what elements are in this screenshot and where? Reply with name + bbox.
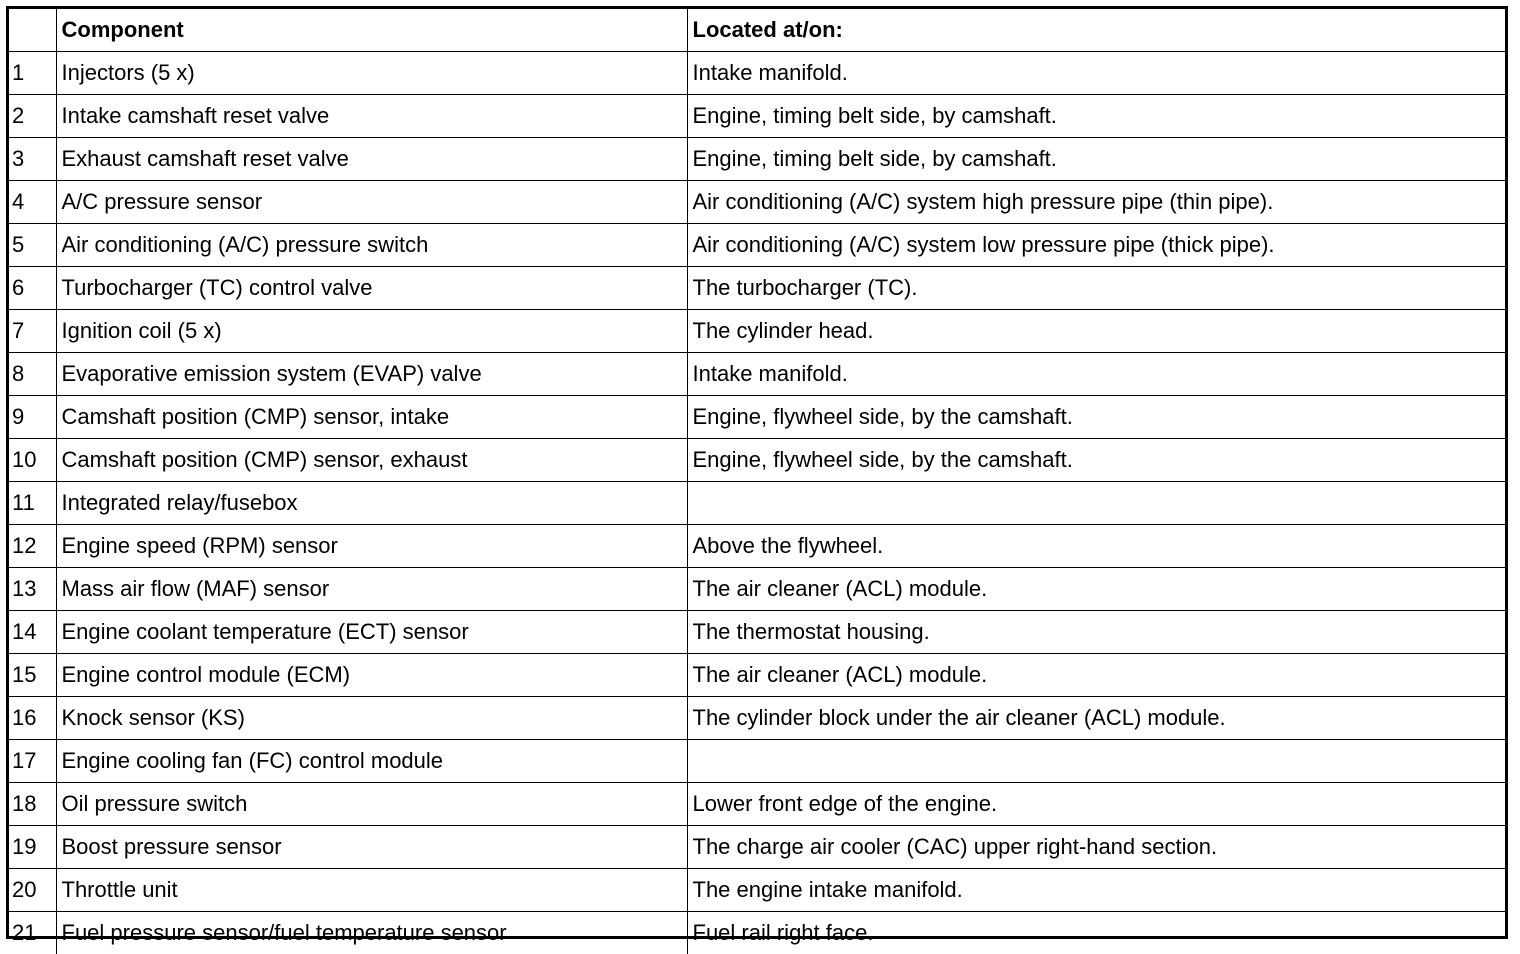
row-number: 9 — [9, 396, 56, 439]
row-component: Injectors (5 x) — [56, 52, 687, 95]
row-location: The engine intake manifold. — [687, 869, 1505, 912]
table-row — [9, 396, 1505, 439]
table-row — [9, 138, 1505, 181]
row-location: The cylinder head. — [687, 310, 1505, 353]
row-number: 3 — [9, 138, 56, 181]
row-location: Intake manifold. — [687, 353, 1505, 396]
row-component: Intake camshaft reset valve — [56, 95, 687, 138]
row-number: 17 — [9, 740, 56, 783]
header-component: Component — [56, 9, 687, 52]
row-number: 16 — [9, 697, 56, 740]
row-location: Air conditioning (A/C) system high pressure pipe (thin pipe). — [687, 181, 1505, 224]
table-row — [9, 224, 1505, 267]
row-location: Engine, flywheel side, by the camshaft. — [687, 439, 1505, 482]
table-row — [9, 826, 1505, 869]
table-row — [9, 439, 1505, 482]
row-location: Lower front edge of the engine. — [687, 783, 1505, 826]
header-number — [9, 9, 56, 52]
row-number: 8 — [9, 353, 56, 396]
row-number: 1 — [9, 52, 56, 95]
table-row — [9, 869, 1505, 912]
component-location-table-frame — [6, 6, 1508, 939]
row-component: Engine cooling fan (FC) control module — [56, 740, 687, 783]
row-location: Engine, flywheel side, by the camshaft. — [687, 396, 1505, 439]
row-component: Boost pressure sensor — [56, 826, 687, 869]
row-component: Fuel pressure sensor/fuel temperature sensor — [56, 912, 687, 954]
row-number: 4 — [9, 181, 56, 224]
row-location: Fuel rail right face. — [687, 912, 1505, 954]
row-number: 10 — [9, 439, 56, 482]
row-component: Integrated relay/fusebox — [56, 482, 687, 525]
row-location: Intake manifold. — [687, 52, 1505, 95]
row-number: 15 — [9, 654, 56, 697]
row-location: Air conditioning (A/C) system low pressure pipe (thick pipe). — [687, 224, 1505, 267]
row-number: 11 — [9, 482, 56, 525]
row-location — [687, 740, 1505, 783]
header-location: Located at/on: — [687, 9, 1505, 52]
row-location: The air cleaner (ACL) module. — [687, 654, 1505, 697]
row-component: Ignition coil (5 x) — [56, 310, 687, 353]
row-component: Turbocharger (TC) control valve — [56, 267, 687, 310]
table-row — [9, 525, 1505, 568]
row-location: Engine, timing belt side, by camshaft. — [687, 138, 1505, 181]
row-location: The air cleaner (ACL) module. — [687, 568, 1505, 611]
row-number: 14 — [9, 611, 56, 654]
row-location: The cylinder block under the air cleaner (ACL) module. — [687, 697, 1505, 740]
row-component: Camshaft position (CMP) sensor, exhaust — [56, 439, 687, 482]
table-row — [9, 353, 1505, 396]
row-component: Throttle unit — [56, 869, 687, 912]
row-component: Evaporative emission system (EVAP) valve — [56, 353, 687, 396]
table-row — [9, 310, 1505, 353]
row-number: 20 — [9, 869, 56, 912]
row-location: Above the flywheel. — [687, 525, 1505, 568]
component-location-table — [9, 9, 1505, 954]
row-number: 13 — [9, 568, 56, 611]
table-row — [9, 482, 1505, 525]
table-row — [9, 52, 1505, 95]
row-location: The turbocharger (TC). — [687, 267, 1505, 310]
row-component: Engine speed (RPM) sensor — [56, 525, 687, 568]
table-row — [9, 697, 1505, 740]
table-row — [9, 740, 1505, 783]
table-row — [9, 654, 1505, 697]
row-component: Engine control module (ECM) — [56, 654, 687, 697]
row-component: Exhaust camshaft reset valve — [56, 138, 687, 181]
table-row — [9, 95, 1505, 138]
row-number: 19 — [9, 826, 56, 869]
row-component: Air conditioning (A/C) pressure switch — [56, 224, 687, 267]
row-location — [687, 482, 1505, 525]
row-number: 6 — [9, 267, 56, 310]
table-row — [9, 568, 1505, 611]
row-component: Engine coolant temperature (ECT) sensor — [56, 611, 687, 654]
row-location: The charge air cooler (CAC) upper right-hand section. — [687, 826, 1505, 869]
row-location: Engine, timing belt side, by camshaft. — [687, 95, 1505, 138]
table-row — [9, 783, 1505, 826]
table-row — [9, 181, 1505, 224]
table-row — [9, 267, 1505, 310]
row-component: Camshaft position (CMP) sensor, intake — [56, 396, 687, 439]
row-component: A/C pressure sensor — [56, 181, 687, 224]
table-row — [9, 611, 1505, 654]
table-body — [9, 52, 1505, 954]
table-header-row — [9, 9, 1505, 52]
row-number: 5 — [9, 224, 56, 267]
table-row — [9, 912, 1505, 954]
row-component: Knock sensor (KS) — [56, 697, 687, 740]
row-number: 21 — [9, 912, 56, 954]
row-component: Oil pressure switch — [56, 783, 687, 826]
row-component: Mass air flow (MAF) sensor — [56, 568, 687, 611]
row-number: 7 — [9, 310, 56, 353]
row-number: 2 — [9, 95, 56, 138]
row-location: The thermostat housing. — [687, 611, 1505, 654]
row-number: 12 — [9, 525, 56, 568]
row-number: 18 — [9, 783, 56, 826]
